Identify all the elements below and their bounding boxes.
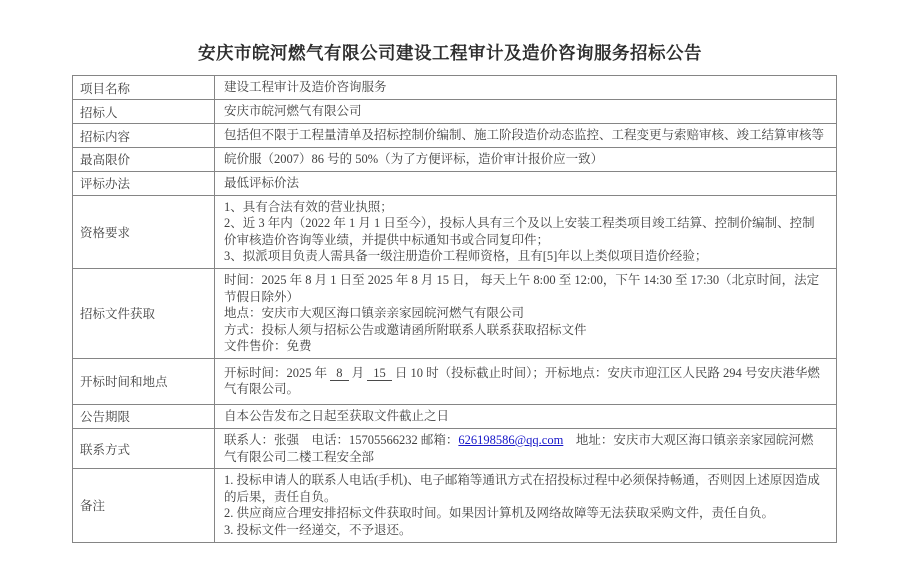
row-label-project-name: 项目名称 [73, 76, 215, 100]
row-label-bid-opening: 开标时间和地点 [73, 358, 215, 404]
row-label-evaluation-method: 评标办法 [73, 171, 215, 195]
remark-item: 2. 供应商应合理安排招标文件获取时间。如果因计算机及网络故障等无法获取采购文件，责任自负。 [224, 506, 775, 521]
row-content-bidding-content: 包括但不限于工程量清单及招标控制价编制、施工阶段造价动态监控、工程变更与索赔审核、竣工结算审核等 [215, 124, 837, 148]
bidding-content-row [73, 124, 837, 148]
remark-item: 3. 投标文件一经递交，不予退还。 [224, 522, 412, 537]
acquisition-price: 文件售价：免费 [224, 339, 312, 354]
row-label-document-acquisition: 招标文件获取 [73, 268, 215, 358]
row-content-bid-opening [215, 358, 837, 404]
bid-opening-text-post: 日 10 时（投标截止时间）；开标地点：安庆市迎江区人民路 294 号安庆港华燃气有限公司。 [224, 365, 820, 397]
row-content-max-price: 皖价服（2007）86 号的 50%（为了方便评标，造价审计报价应一致） [215, 148, 837, 172]
bid-opening-month-blank: 8 [330, 367, 348, 381]
remark-item: 1. 投标申请人的联系人电话(手机)、电子邮箱等通讯方式在招投标过程中必须保持畅通，否则因上述原因造成的后果，责任自负。 [224, 473, 820, 504]
remarks-row [73, 469, 837, 542]
qualification-requirements-row [73, 195, 837, 268]
bid-opening-text-mid: 月 [351, 365, 365, 380]
row-content-contact [215, 428, 837, 468]
row-label-tenderer: 招标人 [73, 100, 215, 124]
row-label-qualification: 资格要求 [73, 195, 215, 268]
row-content-project-name: 建设工程审计及造价咨询服务 [215, 76, 837, 100]
qualification-item: 2、近 3 年内（2022 年 1 月 1 日至今），投标人具有三个及以上安装工程类项目竣工结算、控制价编制、控制价审核造价咨询等业绩，并提供中标通知书或合同复印件； [224, 216, 815, 247]
row-content-remarks [215, 469, 837, 542]
row-content-qualification [215, 195, 837, 268]
evaluation-method-row [73, 171, 837, 195]
acquisition-time: 时间：2025 年 8 月 1 日至 2025 年 8 月 15 日， 每天上午 8:00 至 12:00，下午 14:30 至 17:30（北京时间，法定节假日除外） [224, 272, 820, 304]
row-label-remarks: 备注 [73, 469, 215, 542]
bid-opening-text-pre: 开标时间：2025 年 [224, 365, 328, 380]
document-title: 安庆市皖河燃气有限公司建设工程审计及造价咨询服务招标公告 [198, 43, 702, 63]
project-name-row [73, 76, 837, 100]
max-price-row [73, 148, 837, 172]
contact-info-row [73, 428, 837, 468]
contact-text-post: 地址：安庆市大观区海口镇亲亲家园皖河燃气有限公司二楼工程安全部 [224, 432, 814, 464]
contact-text-pre: 联系人：张强 电话：15705566232 邮箱： [224, 432, 459, 447]
row-content-evaluation-method: 最低评标价法 [215, 171, 837, 195]
bid-opening-day-blank: 15 [367, 367, 392, 381]
row-content-announcement-period: 自本公告发布之日起至获取文件截止之日 [215, 404, 837, 428]
document-acquisition-row [73, 268, 837, 358]
tenderer-row [73, 100, 837, 124]
bid-opening-row [73, 358, 837, 404]
announcement-table [72, 75, 837, 543]
email-link[interactable]: 626198586@qq.com [458, 432, 564, 447]
acquisition-place: 地点：安庆市大观区海口镇亲亲家园皖河燃气有限公司 [224, 306, 525, 321]
row-label-announcement-period: 公告期限 [73, 404, 215, 428]
qualification-item: 3、拟派项目负责人需具备一级注册造价工程师资格，且有[5]年以上类似项目造价经验； [224, 249, 708, 264]
row-label-contact: 联系方式 [73, 428, 215, 468]
row-label-bidding-content: 招标内容 [73, 124, 215, 148]
row-label-max-price: 最高限价 [73, 148, 215, 172]
qualification-item: 1、具有合法有效的营业执照； [224, 199, 393, 214]
row-content-tenderer: 安庆市皖河燃气有限公司 [215, 100, 837, 124]
acquisition-method: 方式：投标人须与招标公告或邀请函所附联系人联系获取招标文件 [224, 322, 587, 337]
announcement-period-row [73, 404, 837, 428]
row-content-document-acquisition [215, 268, 837, 358]
